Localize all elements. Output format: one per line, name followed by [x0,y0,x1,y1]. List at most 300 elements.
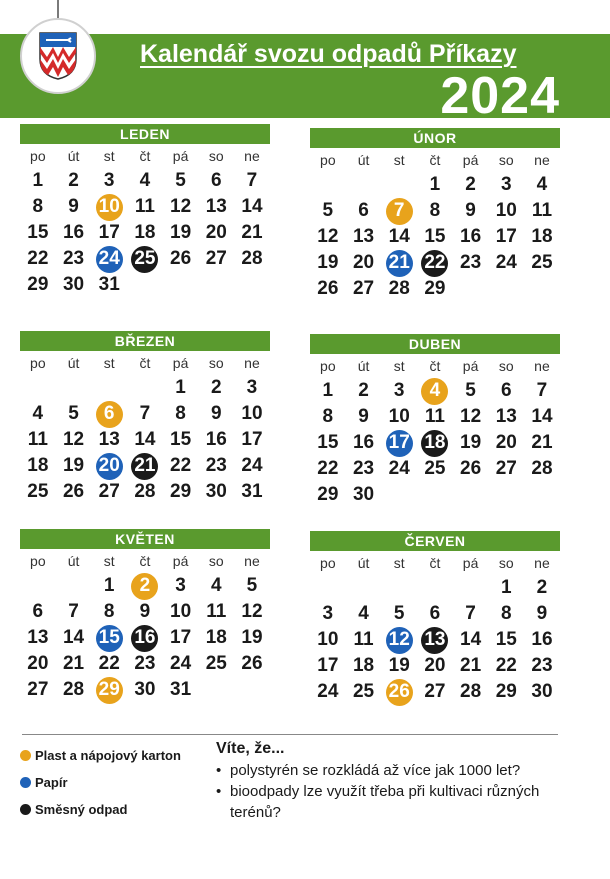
week-row [20,272,270,298]
week-row [310,224,560,250]
calendar-day: 15 [27,222,49,243]
weekday-label: so [498,152,514,168]
legend-label: Papír [35,775,68,790]
calendar-day: 23 [62,248,85,269]
empty-day [346,575,382,601]
calendar-day: 12 [241,601,263,622]
calendar-day: 28 [62,679,85,700]
week-row [20,677,270,703]
calendar-day: 2 [536,577,548,598]
week-row [310,601,560,627]
calendar-day: 27 [352,278,375,299]
calendar-day: 14 [460,629,482,650]
calendar-day: 19 [460,432,482,453]
weekday-label: so [208,553,224,569]
empty-day [417,575,453,601]
coat-of-arms-icon [38,31,78,81]
week-row [310,456,560,482]
info-title: Víte, že... [216,740,285,757]
calendar-day: 24 [241,455,263,476]
week-row [20,453,270,479]
week-row [310,679,560,705]
calendar-day: 2 [465,174,476,195]
weekday-label: po [320,358,336,374]
calendar-day: 11 [424,406,445,427]
calendar-day: 11 [353,629,374,650]
calendar-day: 8 [322,406,334,427]
weekday-label: pá [462,152,479,168]
weekday-label: po [320,555,336,571]
week-row [20,625,270,651]
week-row [310,575,560,601]
weekday-label: ne [534,555,550,571]
collection-day-plast: 26 [381,679,417,705]
calendar-day: 18 [27,455,49,476]
empty-day [234,677,270,703]
calendar-day: 7 [68,601,79,622]
collection-day-papir: 24 [91,246,127,272]
calendar-day: 24 [317,681,339,702]
calendar-day: 7 [465,603,476,624]
weekday-label: st [103,148,115,164]
empty-day [453,482,489,508]
calendar-day: 14 [388,226,410,247]
calendar-day: 20 [495,432,517,453]
week-row [20,427,270,453]
week-row [310,250,560,276]
calendar-day: 30 [531,681,553,702]
legend-label: Směsný odpad [35,802,128,817]
month-title: ÚNOR [310,128,560,148]
week-row [20,479,270,505]
collection-day-papir: 15 [91,625,127,651]
weekday-label: st [103,553,115,569]
calendar-day: 26 [170,248,192,269]
calendar-day: 23 [205,455,227,476]
calendar-day: 27 [424,681,446,702]
weekday-label: út [67,148,80,164]
calendar-day: 12 [317,226,339,247]
calendar-day: 15 [317,432,339,453]
weekday-label: út [67,553,80,569]
calendar-day: 26 [241,653,263,674]
collection-day-smesny: 25 [127,246,163,272]
calendar-day: 6 [358,200,369,221]
calendar-day: 12 [170,196,192,217]
calendar-day: 30 [62,274,85,295]
weekday-label: út [357,152,370,168]
weekday-label: ne [244,148,260,164]
week-row [20,220,270,246]
calendar-day: 20 [352,252,375,273]
calendar-day: 23 [531,655,553,676]
info-item: • bioodpady lze využít třeba při kultivaci různých terénů? [216,781,576,823]
weekday-label: pá [172,148,189,164]
calendar-day: 31 [98,274,120,295]
weekday-label: ne [534,152,550,168]
week-row [310,198,560,224]
calendar-day: 4 [536,174,548,195]
empty-day [524,276,560,302]
calendar-day: 10 [495,200,517,221]
empty-day [310,172,346,198]
collection-day-papir: 21 [381,250,417,276]
empty-day [310,575,346,601]
calendar-day: 28 [388,278,410,299]
calendar-day: 25 [205,653,227,674]
collection-day-papir: 12 [381,627,417,653]
weekday-label: čt [429,152,441,168]
calendar-day: 3 [175,575,186,596]
calendar-day: 10 [241,403,263,424]
calendar-day: 15 [170,429,192,450]
calendar-day: 9 [68,196,79,217]
calendar-day: 4 [139,170,151,191]
calendar-day: 13 [495,406,517,427]
empty-day [198,677,234,703]
week-row [20,651,270,677]
weekday-header [20,144,270,168]
calendar-day: 8 [500,603,512,624]
calendar-day: 26 [62,481,85,502]
calendar-day: 4 [210,575,222,596]
empty-day [453,575,489,601]
calendar-day: 16 [205,429,227,450]
collection-day-plast: 4 [417,378,453,404]
calendar-day: 1 [103,575,115,596]
empty-day [127,375,163,401]
legend-item-plast [20,742,181,769]
empty-day [198,272,234,298]
weekday-label: st [103,355,115,371]
empty-day [417,482,453,508]
calendar-day: 5 [393,603,405,624]
calendar-day: 23 [460,252,482,273]
calendar-day: 28 [241,248,263,269]
legend-item-papir [20,769,181,796]
calendar-day: 3 [103,170,115,191]
calendar-day: 17 [98,222,120,243]
calendar-day: 13 [352,226,375,247]
blue-dot-icon [20,777,31,788]
calendar-day: 25 [531,252,553,273]
calendar-day: 13 [27,627,49,648]
weekday-label: ne [534,358,550,374]
calendar-day: 5 [465,380,476,401]
month-title: ČERVEN [310,531,560,551]
calendar-day: 9 [465,200,476,221]
calendar-day: 9 [139,601,151,622]
calendar-day: 16 [460,226,482,247]
calendar-day: 16 [352,432,375,453]
empty-day [56,573,92,599]
calendar-day: 30 [352,484,375,505]
weekday-label: út [357,555,370,571]
calendar-day: 29 [170,481,192,502]
calendar-day: 24 [388,458,410,479]
empty-day [524,482,560,508]
calendar-day: 30 [134,679,156,700]
week-row [20,194,270,220]
calendar-day: 9 [358,406,369,427]
week-row [310,627,560,653]
calendar-day: 6 [210,170,222,191]
weekday-label: po [30,148,46,164]
weekday-label: po [30,355,46,371]
calendar-day: 6 [32,601,44,622]
calendar-day: 7 [246,170,258,191]
calendar-day: 25 [27,481,49,502]
calendar-day: 20 [205,222,227,243]
calendar-day: 17 [170,627,192,648]
weekday-label: čt [139,355,151,371]
calendar-day: 21 [531,432,553,453]
calendar-day: 22 [495,655,517,676]
calendar-day: 6 [429,603,441,624]
empty-day [20,375,56,401]
month-únor [310,128,560,302]
weekday-label: pá [462,358,479,374]
calendar-day: 12 [460,406,482,427]
calendar-day: 28 [460,681,482,702]
calendar-day: 1 [322,380,334,401]
week-row [310,404,560,430]
calendar-day: 29 [27,274,49,295]
week-row [20,599,270,625]
calendar-day: 4 [358,603,369,624]
calendar-day: 19 [317,252,339,273]
calendar-day: 5 [175,170,186,191]
calendar-day: 1 [429,174,441,195]
week-row [20,375,270,401]
collection-day-papir: 17 [381,430,417,456]
weekday-header [310,551,560,575]
calendar-day: 25 [424,458,446,479]
calendar-day: 28 [531,458,553,479]
week-row [20,573,270,599]
calendar-day: 1 [500,577,512,598]
calendar-day: 13 [205,196,227,217]
info-item: • polystyrén se rozkládá až více jak 1000 let? [216,760,576,781]
calendar-day: 8 [32,196,44,217]
calendar-day: 8 [175,403,186,424]
month-duben [310,334,560,508]
calendar-day: 11 [27,429,48,450]
month-title: BŘEZEN [20,331,270,351]
calendar-day: 17 [241,429,263,450]
calendar-day: 13 [98,429,120,450]
calendar-day: 30 [205,481,227,502]
calendar-day: 2 [210,377,222,398]
collection-day-smesny: 21 [127,453,163,479]
week-row [310,276,560,302]
empty-day [56,375,92,401]
month-květen [20,529,270,703]
calendar-day: 24 [170,653,192,674]
calendar-day: 25 [352,681,375,702]
calendar-day: 9 [536,603,548,624]
calendar-day: 22 [98,653,120,674]
calendar-day: 18 [134,222,156,243]
weekday-label: po [30,553,46,569]
calendar-day: 27 [98,481,120,502]
calendar-day: 21 [460,655,482,676]
calendar-day: 22 [317,458,339,479]
weekday-header [310,148,560,172]
collection-day-smesny: 13 [417,627,453,653]
empty-day [234,272,270,298]
weekday-label: so [208,148,224,164]
calendar-day: 12 [62,429,85,450]
calendar-day: 4 [32,403,44,424]
weekday-header [310,354,560,378]
calendar-day: 27 [27,679,49,700]
collection-day-plast: 2 [127,573,163,599]
calendar-day: 19 [241,627,263,648]
collection-day-smesny: 18 [417,430,453,456]
week-row [20,246,270,272]
weekday-label: čt [429,555,441,571]
calendar-day: 29 [495,681,517,702]
calendar-day: 8 [429,200,441,221]
empty-day [91,375,127,401]
calendar-day: 1 [175,377,186,398]
calendar-day: 11 [206,601,227,622]
empty-day [381,172,417,198]
calendar-day: 29 [317,484,339,505]
calendar-day: 27 [495,458,517,479]
calendar-day: 11 [134,196,155,217]
calendar-day: 3 [500,174,512,195]
calendar-day: 18 [531,226,553,247]
collection-day-plast: 6 [91,401,127,427]
logo-hanger-line [57,0,59,18]
legend-item-smesny [20,796,181,823]
weekday-header [20,549,270,573]
weekday-label: čt [139,553,151,569]
header [0,0,610,125]
empty-day [20,573,56,599]
week-row [20,168,270,194]
calendar-day: 7 [536,380,548,401]
black-dot-icon [20,804,31,815]
village-coat-of-arms-logo [20,18,96,94]
empty-day [488,276,524,302]
calendar-day: 14 [134,429,156,450]
calendar-day: 10 [170,601,192,622]
calendar-day: 16 [531,629,553,650]
collection-day-plast: 7 [381,198,417,224]
calendar-day: 24 [495,252,517,273]
calendar-day: 19 [62,455,85,476]
calendar-day: 1 [32,170,44,191]
calendar-day: 10 [388,406,410,427]
collection-day-plast: 29 [91,677,127,703]
calendar-day: 17 [495,226,517,247]
calendar-day: 5 [246,575,258,596]
collection-day-smesny: 22 [417,250,453,276]
weekday-label: ne [244,553,260,569]
collection-day-smesny: 16 [127,625,163,651]
info-box [216,740,576,823]
weekday-label: st [393,152,405,168]
calendar-day: 14 [62,627,85,648]
calendar-day: 19 [170,222,192,243]
page-year: 2024 [440,67,560,125]
calendar-day: 9 [210,403,222,424]
legend [20,742,181,823]
legend-label: Plast a nápojový karton [35,748,181,763]
weekday-label: st [393,555,405,571]
calendar-day: 19 [388,655,410,676]
calendar-day: 3 [322,603,334,624]
calendar-day: 31 [241,481,263,502]
empty-day [453,276,489,302]
month-březen [20,331,270,505]
calendar-day: 20 [27,653,49,674]
calendar-day: 21 [62,653,85,674]
empty-day [127,272,163,298]
collection-day-papir: 20 [91,453,127,479]
weekday-header [20,351,270,375]
week-row [310,653,560,679]
calendar-day: 5 [68,403,79,424]
weekday-label: ne [244,355,260,371]
empty-day [346,172,382,198]
month-červen [310,531,560,705]
calendar-day: 7 [139,403,151,424]
calendar-day: 31 [170,679,192,700]
calendar-day: 3 [246,377,258,398]
calendar-day: 15 [424,226,446,247]
weekday-label: čt [429,358,441,374]
calendar-day: 17 [317,655,339,676]
calendar-day: 14 [241,196,263,217]
calendar-day: 22 [170,455,192,476]
footer-divider [22,734,558,735]
calendar-day: 22 [27,248,49,269]
calendar-day: 23 [134,653,156,674]
calendar-day: 5 [322,200,334,221]
calendar-day: 26 [460,458,482,479]
weekday-label: čt [139,148,151,164]
calendar-day: 3 [393,380,405,401]
week-row [310,172,560,198]
page-title: Kalendář svozu odpadů Příkazy [140,40,517,68]
recycle-dot-icon [20,750,31,761]
calendar-day: 15 [495,629,517,650]
calendar-day: 14 [531,406,553,427]
week-row [310,482,560,508]
empty-day [381,575,417,601]
calendar-day: 20 [424,655,446,676]
month-title: DUBEN [310,334,560,354]
calendar-day: 28 [134,481,156,502]
calendar-day: 16 [62,222,85,243]
calendar-day: 2 [358,380,369,401]
calendar-day: 23 [352,458,375,479]
calendar-day: 29 [424,278,446,299]
weekday-label: so [498,555,514,571]
collection-day-plast: 10 [91,194,127,220]
calendar-day: 2 [68,170,79,191]
calendar-day: 6 [500,380,512,401]
weekday-label: st [393,358,405,374]
calendar-day: 27 [205,248,227,269]
week-row [20,401,270,427]
weekday-label: út [357,358,370,374]
weekday-label: út [67,355,80,371]
